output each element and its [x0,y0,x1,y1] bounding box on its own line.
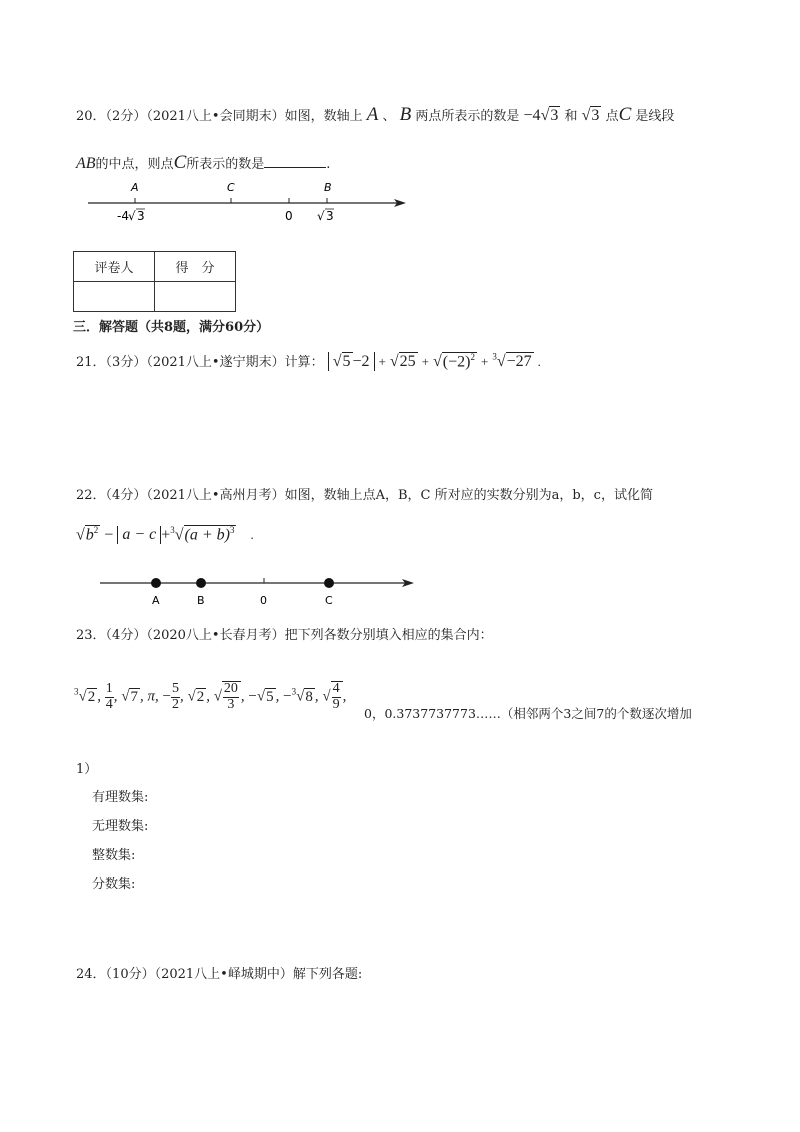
radicand: 2 [87,688,96,705]
q22-cube-base: (a + b) [184,526,230,544]
answer-blank[interactable] [264,153,326,168]
comma: , [240,688,245,705]
comma: , [154,688,159,705]
q22-number-line [96,570,418,610]
q21-line [76,351,541,371]
axis-label-b: B [324,181,332,194]
radical-icon: √ [128,209,136,223]
radicand: 2 [196,688,205,705]
fraction-numerator: 4 [332,681,340,696]
axis-label-zero: 0 [260,594,267,607]
q20-and: 和 [564,109,578,124]
q21-radicand-2: 25 [399,353,416,370]
comma: , [314,688,319,705]
axis-label-a: A [131,181,139,194]
fraction-denominator: 3 [227,696,235,712]
fraction [105,682,114,712]
q21-radicand-4: −27 [506,353,532,370]
q20-period: . [326,157,331,172]
q20-point-a: A [366,104,379,125]
score-table-header-grader: 评卷人 [74,252,155,282]
plus-sign: + [421,354,429,369]
q22-exp-2: 2 [93,525,99,535]
q20-segment-ab: AB [76,155,96,172]
comma: , [113,688,118,705]
q21-root-index: 3 [492,351,497,362]
comma: , [97,688,101,705]
q22-abs-content: a − c [122,526,157,544]
fraction [223,682,239,712]
q21-radicand-3-base: (−2) [442,353,471,370]
score-table [73,251,236,312]
minus-sign: − [283,688,292,705]
q22-sqrt-b2 [85,525,101,544]
q22-line1: 22．（4分）（2021八上•高州月考）如图，数轴上点A，B，C 所对应的实数分别为a，b，c，试化简 [76,488,653,503]
comma: , [139,688,144,705]
comma: , [179,688,184,705]
set-rational: 有理数集: [92,790,149,805]
q21-abs-radicand: 5 [342,353,351,370]
sqrt-fraction [331,681,343,712]
q20-tail: 是线段 [635,109,675,124]
point-a-dot [151,578,161,588]
axis-label-a: A [152,594,160,607]
pi-symbol: π [147,688,155,705]
score-table-grader-cell[interactable] [74,282,155,312]
q23-line1: 23．（4分）（2020八上•长春月考）把下列各数分别填入相应的集合内： [76,628,493,643]
fraction-denominator: 4 [105,696,113,712]
q23-wrap: 1） [76,762,98,777]
radicand: 5 [266,688,274,705]
q21-radicand-3-exp: 2 [470,351,475,362]
q20-line1 [76,104,674,126]
absolute-value [117,526,161,544]
q20-number-line [88,176,418,226]
point-c-dot [324,578,334,588]
q20-separator: 、 [382,109,396,124]
comma: , [206,688,210,705]
fraction [171,682,180,712]
q20-value-2-radicand: 3 [591,107,600,124]
fraction-denominator: 9 [332,696,340,712]
axis-label-c: C [227,181,235,194]
radicand: 8 [305,688,313,705]
root-index: 3 [291,686,297,697]
minus-sign: − [162,688,171,705]
q20-point-b: B [399,104,412,125]
q22-root-index: 3 [170,525,175,535]
q21-prefix: 21．（3分）（2021八上•遂宁期末）计算： [76,355,324,370]
section-title: 三．解答题（共8题，满分60分） [73,320,270,335]
plus-sign: + [480,354,489,369]
plus-sign: + [378,354,386,369]
plus-sign: + [161,526,171,544]
axis-value-zero: 0 [285,209,293,223]
absolute-value: √5 −2 [328,352,375,371]
axis-label-c: C [325,594,333,607]
axis-label-b: B [197,594,205,607]
q21-radicand-3 [442,352,477,371]
point-b-dot [196,578,206,588]
axis-value-a-coef: -4 [117,209,129,223]
q20-line2 [76,152,330,174]
q21-abs-tail: −2 [352,353,370,370]
minus-sign: − [104,526,114,544]
q22-expression: $√b^2 - a - c +^3√(a + b)^3$ . [76,525,254,544]
q20-value-2: √3 [581,107,600,124]
q20-line2-c: C [173,152,187,173]
q22-var-b: b [85,526,94,544]
q20-line2-text: 的中点，则点 [95,157,174,172]
q22-cube-exp: 3 [229,525,235,535]
sqrt-fraction [222,681,241,712]
q21-expression: $√5 -2 + √25 + √(-2)^2 + ^3√-27$ . [328,353,541,370]
comma: , [275,688,280,705]
axis-value-a-radicand: 3 [137,209,145,223]
fraction [332,682,341,712]
radicand: 7 [130,688,138,705]
q24-line: 24．（10分）（2021八上•峄城期中）解下列各题: [76,967,363,982]
fraction-numerator: 1 [105,681,113,696]
q23-list-tail: 0，0.3737737773……（相邻两个3之间7的个数逐次增加 [364,706,692,721]
q20-mid-text: 两点所表示的数是 [415,109,520,124]
fraction-numerator: 5 [171,681,179,696]
set-fraction: 分数集: [92,877,136,892]
radical-icon: √ [317,209,325,223]
score-table-header-score: 得 分 [155,252,236,282]
q20-value-1: −4√3 [523,107,559,124]
q20-dian: 点 [605,109,619,124]
fraction-numerator: 20 [223,681,238,696]
set-irrational: 无理数集: [92,819,149,834]
fraction-denominator: 2 [171,696,179,712]
q20-value-1-coef: −4 [523,107,541,124]
q22-cube-root [184,525,237,544]
root-index: 3 [74,686,79,697]
comma: , [342,688,347,705]
q20-line2-tail: 所表示的数是 [186,157,265,172]
set-integer: 整数集: [92,848,136,863]
q20-value-1-radicand: 3 [550,107,559,124]
minus-sign: − [248,688,257,705]
score-table-score-cell[interactable] [155,282,236,312]
q20-point-c: C [618,104,632,125]
axis-value-b-radicand: 3 [326,209,334,223]
q23-number-list: $^3$√2 , $\frac{1}{4}$ , √7 , π, − $\frac{5}{2}$ , √2 , √ $\frac{20}{3}$ , −√5 , −$^3$√8 , √ $\frac{4}{9}$ , [74,681,347,712]
q22-period: . [250,527,254,543]
q21-period: . [537,354,541,369]
q20-prefix: 20．（2分）（2021八上•会同期末）如图，数轴上 [76,109,363,124]
